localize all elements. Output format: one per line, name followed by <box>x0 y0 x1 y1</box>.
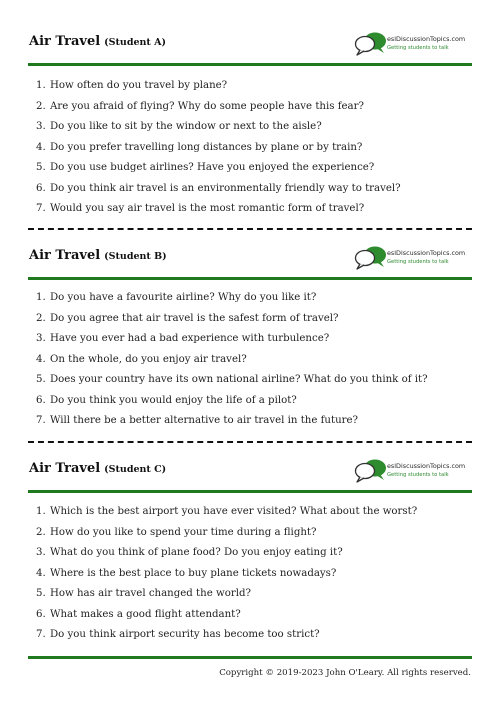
section-student-a <box>28 30 472 214</box>
question-text: How do you like to spend your time during a flight? <box>50 526 317 538</box>
footer-rule <box>28 656 472 659</box>
question-text: How often do you travel by plane? <box>50 80 228 91</box>
logo-tagline: Getting students to talk <box>387 259 449 265</box>
question-item <box>28 179 472 200</box>
question-number: 3. <box>36 121 46 132</box>
question-text: Do you think air travel is an environmentally friendly way to travel? <box>50 182 401 194</box>
section-header <box>28 457 472 487</box>
section-student-c <box>28 457 472 640</box>
question-number: 5. <box>36 374 46 385</box>
question-number: 2. <box>36 100 46 112</box>
question-number: 5. <box>36 588 46 599</box>
site-logo <box>354 457 466 485</box>
section-title <box>29 461 166 476</box>
site-logo <box>354 30 466 58</box>
cut-line <box>28 441 472 443</box>
logo-text <box>387 462 465 479</box>
question-text: Do you think you would enjoy the life of a pilot? <box>50 394 297 406</box>
question-number: 1. <box>36 506 46 517</box>
section-subtitle: (Student B) <box>104 251 167 262</box>
question-text: How has air travel changed the world? <box>50 588 251 599</box>
question-number: 2. <box>36 526 46 538</box>
speech-bubbles-icon <box>354 245 388 271</box>
question-text: Do you prefer travelling long distances by plane or by train? <box>50 141 363 153</box>
section-header <box>28 244 472 274</box>
question-number: 4. <box>36 567 46 579</box>
logo-text <box>387 35 465 52</box>
question-number: 3. <box>36 333 46 344</box>
section-title <box>29 34 166 49</box>
section-title-text: Air Travel <box>29 34 101 49</box>
question-item <box>28 158 472 179</box>
question-item <box>28 76 472 97</box>
question-list <box>28 288 472 432</box>
question-number: 6. <box>36 394 46 406</box>
logo-name: eslDiscussionTopics.com <box>387 249 466 257</box>
question-item <box>28 199 472 220</box>
question-item <box>28 605 472 626</box>
question-text: Do you use budget airlines? Have you enjoyed the experience? <box>50 162 375 173</box>
question-text: What makes a good flight attendant? <box>50 608 241 620</box>
question-item <box>28 97 472 118</box>
question-number: 5. <box>36 162 46 173</box>
site-logo <box>354 244 466 272</box>
question-text: Will there be a better alternative to air travel in the future? <box>50 415 358 426</box>
section-rule <box>28 63 472 66</box>
question-text: Which is the best airport you have ever visited? What about the worst? <box>50 506 418 517</box>
question-number: 7. <box>36 203 46 214</box>
question-item <box>28 288 472 309</box>
question-number: 6. <box>36 608 46 620</box>
question-text: Do you agree that air travel is the safest form of travel? <box>50 312 339 324</box>
question-list <box>28 502 472 646</box>
question-item <box>28 523 472 544</box>
section-student-b <box>28 244 472 426</box>
question-text: Do you like to sit by the window or next to the aisle? <box>50 121 322 132</box>
cut-line <box>28 228 472 230</box>
logo-text <box>387 249 465 266</box>
question-text: Are you afraid of flying? Why do some people have this fear? <box>50 100 364 112</box>
section-title-text: Air Travel <box>29 248 101 263</box>
logo-tagline: Getting students to talk <box>387 45 449 51</box>
question-text: Where is the best place to buy plane tickets nowadays? <box>50 567 337 579</box>
speech-bubbles-icon <box>354 458 388 484</box>
question-item <box>28 502 472 523</box>
question-text: Would you say air travel is the most romantic form of travel? <box>50 203 365 214</box>
question-text: Have you ever had a bad experience with turbulence? <box>50 333 330 344</box>
section-subtitle: (Student C) <box>104 464 167 475</box>
question-number: 1. <box>36 292 46 303</box>
question-item <box>28 564 472 585</box>
question-text: Do you think airport security has become too strict? <box>50 629 320 640</box>
question-item <box>28 391 472 412</box>
speech-bubbles-icon <box>354 31 388 57</box>
question-item <box>28 543 472 564</box>
question-item <box>28 117 472 138</box>
section-rule <box>28 490 472 493</box>
question-number: 2. <box>36 312 46 324</box>
question-text: Does your country have its own national airline? What do you think of it? <box>50 374 428 385</box>
copyright-notice: Copyright © 2019-2023 John O'Leary. All rights reserved. <box>219 668 471 678</box>
section-subtitle: (Student A) <box>104 37 166 48</box>
question-number: 7. <box>36 629 46 640</box>
question-number: 4. <box>36 141 46 153</box>
question-item <box>28 309 472 330</box>
question-text: On the whole, do you enjoy air travel? <box>50 353 247 365</box>
question-item <box>28 370 472 391</box>
section-title-text: Air Travel <box>29 461 101 476</box>
question-item <box>28 584 472 605</box>
logo-name: eslDiscussionTopics.com <box>387 35 466 43</box>
question-item <box>28 329 472 350</box>
question-item <box>28 350 472 371</box>
section-header <box>28 30 472 60</box>
question-item <box>28 625 472 646</box>
question-number: 3. <box>36 547 46 558</box>
section-title <box>29 248 167 263</box>
question-list <box>28 76 472 220</box>
question-number: 4. <box>36 353 46 365</box>
section-rule <box>28 277 472 280</box>
logo-name: eslDiscussionTopics.com <box>387 462 466 470</box>
question-number: 1. <box>36 80 46 91</box>
question-text: What do you think of plane food? Do you enjoy eating it? <box>50 547 343 558</box>
logo-tagline: Getting students to talk <box>387 472 449 478</box>
question-text: Do you have a favourite airline? Why do you like it? <box>50 292 317 303</box>
question-number: 7. <box>36 415 46 426</box>
question-number: 6. <box>36 182 46 194</box>
question-item <box>28 138 472 159</box>
question-item <box>28 411 472 432</box>
